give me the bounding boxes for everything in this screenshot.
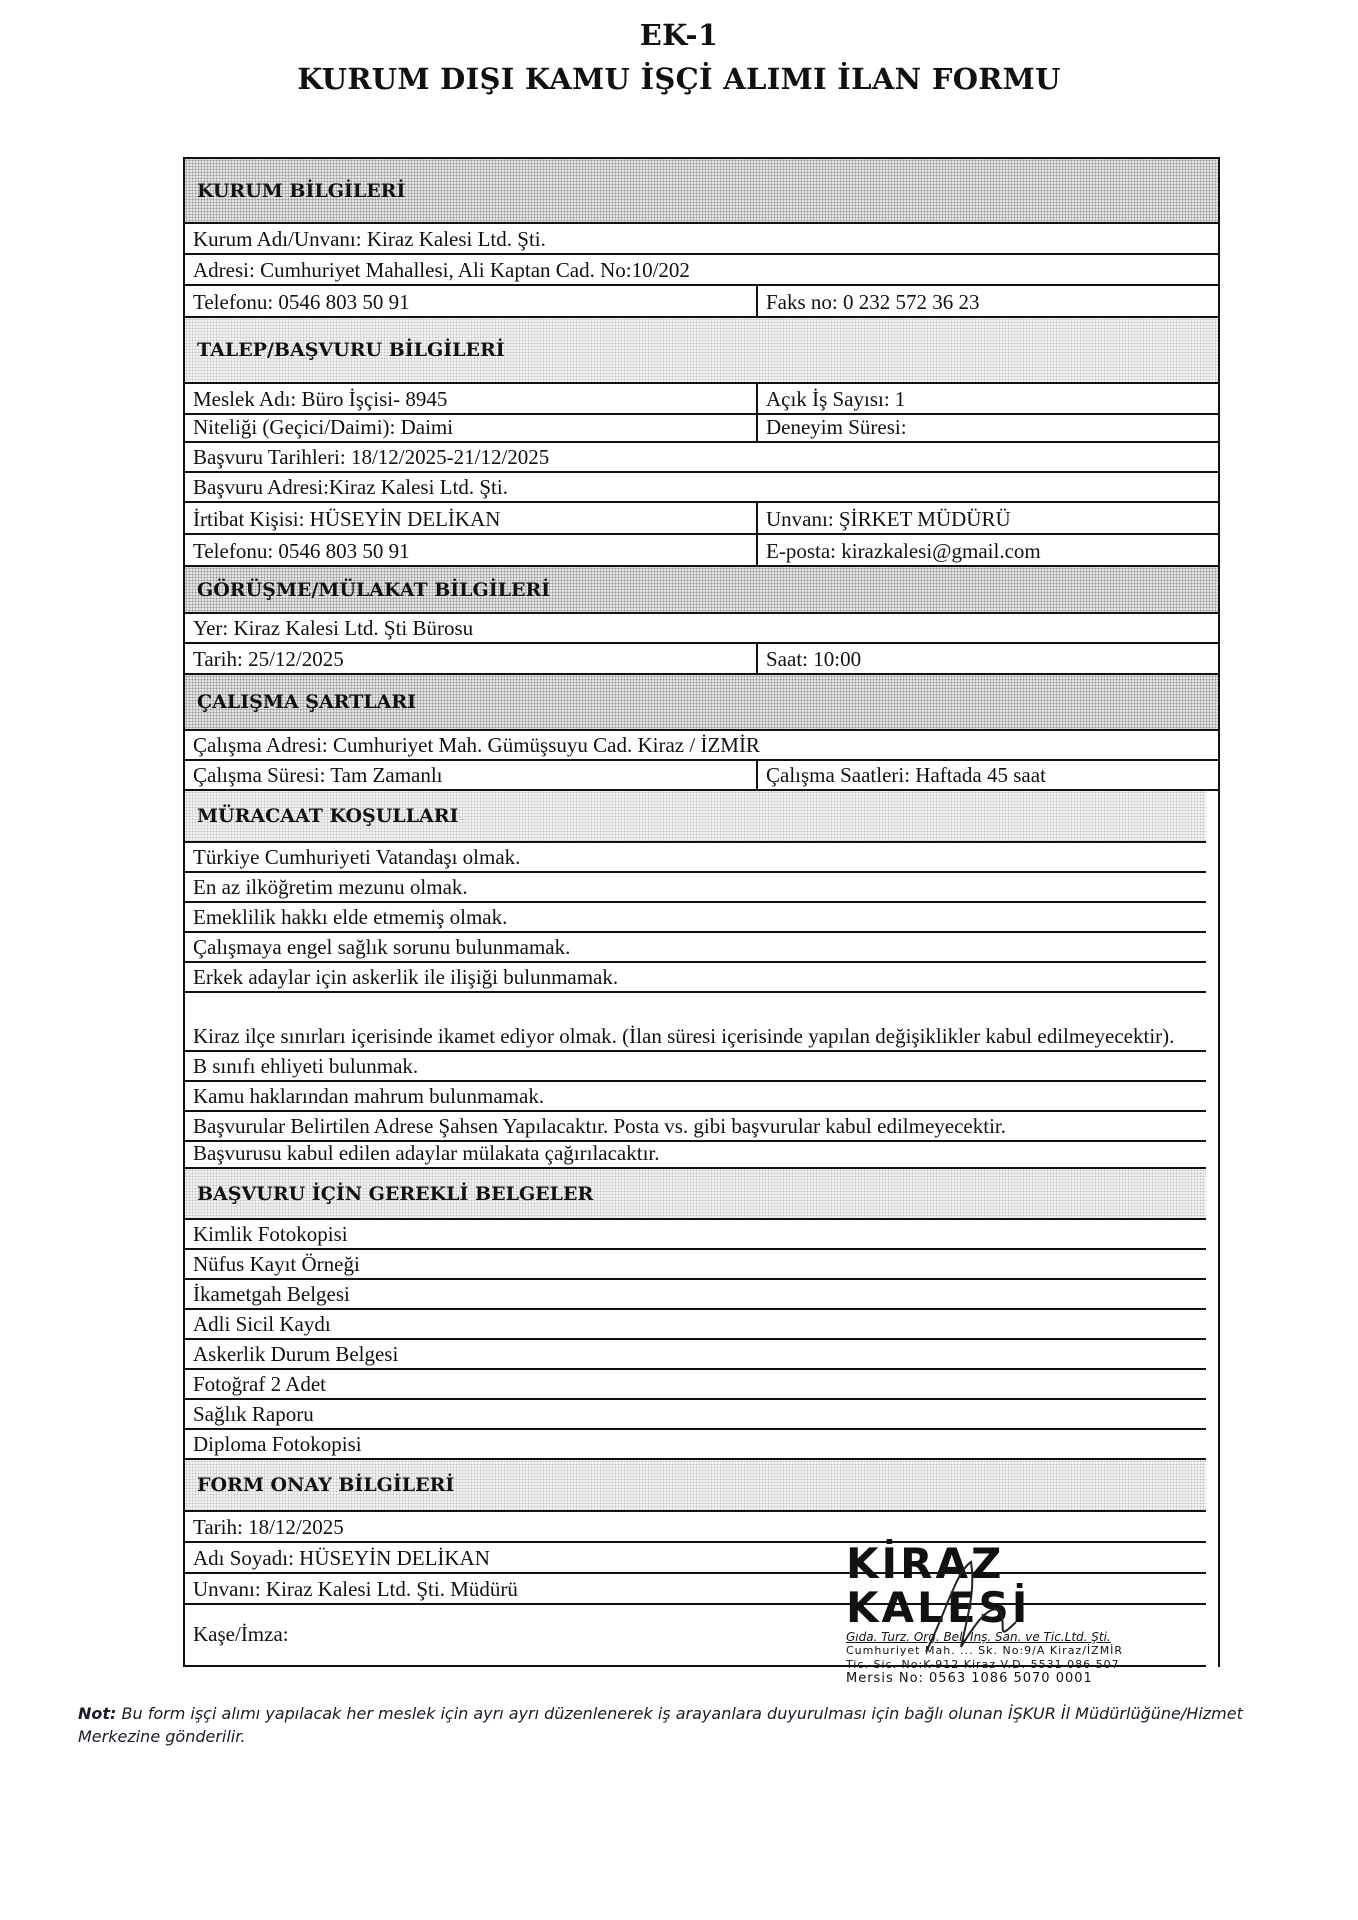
document-text: Askerlik Durum Belgesi [193, 1342, 399, 1366]
field-basvuru-adresi [185, 473, 1218, 503]
list-item [185, 1052, 1206, 1082]
signature-icon [916, 1552, 1036, 1662]
section-header-belgeler [185, 1169, 1206, 1220]
list-item [185, 1250, 1206, 1280]
field-text: Adresi: Cumhuriyet Mahallesi, Ali Kaptan Cad. No:10/202 [193, 258, 690, 282]
condition-text: Kiraz ilçe sınırları içerisinde ikamet ediyor olmak. (İlan süresi içerisinde yapılan değişiklikler kabul edilmeyecektir). [193, 1024, 1175, 1048]
stamp-address: Cumhuriyet Mah. ... Sk. No:9/A Kiraz/İZMİR [846, 1644, 1124, 1657]
field-deneyim: Deneyim Süresi: [766, 415, 907, 439]
field-saat: Saat: 10:00 [766, 647, 862, 671]
form-annex-label: EK-1 [639, 18, 719, 52]
field-text: Yer: Kiraz Kalesi Ltd. Şti Bürosu [193, 616, 474, 640]
field-tarih: Tarih: 25/12/2025 [185, 644, 758, 673]
condition-text: Türkiye Cumhuriyeti Vatandaşı olmak. [193, 845, 521, 869]
list-item [185, 1112, 1206, 1142]
document-text: Sağlık Raporu [193, 1402, 314, 1426]
document-text: İkametgah Belgesi [193, 1282, 350, 1306]
field-row-tarih-saat [185, 644, 1218, 675]
document-text: Adli Sicil Kaydı [193, 1312, 331, 1336]
field-irtibat: İrtibat Kişisi: HÜSEYİN DELİKAN [185, 503, 758, 533]
list-item [185, 1370, 1206, 1400]
stamp-mersis: Mersis No: 0563 1086 5070 0001 [846, 1671, 1093, 1686]
section-title: GÖRÜŞME/MÜLAKAT BİLGİLERİ [197, 578, 551, 601]
stamp-company-name: Gıda. Turz. Org. Bel. İnş. San. ve Tic.Ltd. Şti. [846, 1630, 1111, 1644]
list-item [185, 1142, 1206, 1169]
job-posting-form [183, 157, 1220, 1667]
condition-text: Başvurusu kabul edilen adaylar mülakata çağırılacaktır. [193, 1141, 660, 1165]
condition-text: En az ilköğretim mezunu olmak. [193, 875, 468, 899]
list-item [185, 933, 1206, 963]
field-text: Adı Soyadı: HÜSEYİN DELİKAN [193, 1546, 490, 1570]
section-header-muracaat [185, 791, 1206, 843]
field-text: Başvuru Tarihleri: 18/12/2025-21/12/2025 [193, 445, 550, 469]
field-unvan: Unvanı: ŞİRKET MÜDÜRÜ [766, 507, 1011, 531]
field-row-irtibat [185, 503, 1218, 535]
list-item [185, 873, 1206, 903]
document-text: Nüfus Kayıt Örneği [193, 1252, 360, 1276]
field-text: Unvanı: Kiraz Kalesi Ltd. Şti. Müdürü [193, 1577, 518, 1601]
field-basvuru-tarihleri [185, 443, 1218, 473]
section-header-calisma [185, 675, 1218, 731]
field-calisma-suresi: Çalışma Süresi: Tam Zamanlı [185, 761, 758, 789]
field-text: Kaşe/İmza: [193, 1622, 289, 1646]
list-item [185, 1280, 1206, 1310]
field-telefon: Telefonu: 0546 803 50 91 [185, 535, 758, 565]
section-header-talep [185, 318, 1218, 384]
section-title: ÇALIŞMA ŞARTLARI [197, 691, 417, 713]
field-row-telefon-faks [185, 286, 1218, 318]
list-item [185, 1400, 1206, 1430]
form-title: KURUM DIŞI KAMU İŞÇİ ALIMI İLAN FORMU [297, 62, 1061, 96]
stamp-tax-info: Tic. Sic. No:K-912 Kiraz V.D. 5531 086 507 [846, 1658, 1120, 1671]
field-yer [185, 614, 1218, 644]
field-row-nitelik [185, 415, 1218, 443]
note-label: Not: [78, 1704, 117, 1723]
document-text: Kimlik Fotokopisi [193, 1222, 348, 1246]
document-text: Fotoğraf 2 Adet [193, 1372, 326, 1396]
section-title: KURUM BİLGİLERİ [197, 179, 406, 202]
list-item [185, 843, 1206, 873]
list-item [185, 1340, 1206, 1370]
field-faks: Faks no: 0 232 572 36 23 [766, 290, 980, 314]
condition-text: B sınıfı ehliyeti bulunmak. [193, 1054, 419, 1078]
section-header-gorusme [185, 567, 1218, 614]
list-item [185, 1220, 1206, 1250]
list-item [185, 993, 1206, 1052]
field-kurum-adres [185, 255, 1218, 286]
field-acik-is: Açık İş Sayısı: 1 [766, 387, 906, 411]
footer-note [78, 1702, 1288, 1748]
company-stamp-signature [846, 1539, 1176, 1686]
document-text: Diploma Fotokopisi [193, 1432, 362, 1456]
section-title: BAŞVURU İÇİN GEREKLİ BELGELER [197, 1182, 594, 1205]
field-eposta: E-posta: kirazkalesi@gmail.com [766, 539, 1041, 563]
list-item [185, 1082, 1206, 1112]
field-text: Çalışma Adresi: Cumhuriyet Mah. Gümüşsuyu Cad. Kiraz / İZMİR [193, 733, 760, 757]
condition-text: Kamu haklarından mahrum bulunmamak. [193, 1084, 545, 1108]
condition-text: Erkek adaylar için askerlik ile ilişiği bulunmamak. [193, 965, 619, 989]
field-row-meslek [185, 384, 1218, 415]
field-row-iletisim [185, 535, 1218, 567]
list-item [185, 1310, 1206, 1340]
field-text: Başvuru Adresi:Kiraz Kalesi Ltd. Şti. [193, 475, 508, 499]
condition-text: Emeklilik hakkı elde etmemiş olmak. [193, 905, 508, 929]
field-nitelik: Niteliği (Geçici/Daimi): Daimi [185, 415, 758, 441]
field-kurum-adi [185, 224, 1218, 255]
section-title: MÜRACAAT KOŞULLARI [197, 805, 459, 827]
section-header-kurum [185, 159, 1218, 224]
list-item [185, 963, 1206, 993]
field-text: Kurum Adı/Unvanı: Kiraz Kalesi Ltd. Şti. [193, 227, 546, 251]
field-onay-tarih [185, 1512, 1206, 1543]
field-row-calisma [185, 761, 1218, 791]
condition-text: Çalışmaya engel sağlık sorunu bulunmamak. [193, 935, 571, 959]
field-telefon: Telefonu: 0546 803 50 91 [185, 286, 758, 316]
field-meslek: Meslek Adı: Büro İşçisi- 8945 [185, 384, 758, 413]
section-header-onay [185, 1460, 1206, 1512]
field-calisma-saatleri: Çalışma Saatleri: Haftada 45 saat [766, 763, 1046, 787]
section-title: TALEP/BAŞVURU BİLGİLERİ [197, 339, 505, 361]
section-title: FORM ONAY BİLGİLERİ [197, 1474, 455, 1496]
list-item [185, 903, 1206, 933]
field-calisma-adresi [185, 731, 1218, 761]
stamp-logo: KİRAZ KALESİ [846, 1539, 1031, 1632]
list-item [185, 1430, 1206, 1460]
field-text: Tarih: 18/12/2025 [193, 1515, 344, 1539]
note-text: Bu form işçi alımı yapılacak her meslek için ayrı ayrı düzenlenerek iş arayanlara duyurulması için bağlı olunan İŞKUR İl Müdürlüğüne/Hizmet Merkezine gönderilir. [78, 1704, 1243, 1746]
condition-text: Başvurular Belirtilen Adrese Şahsen Yapılacaktır. Posta vs. gibi başvurular kabul edilmeyecektir. [193, 1114, 1007, 1138]
